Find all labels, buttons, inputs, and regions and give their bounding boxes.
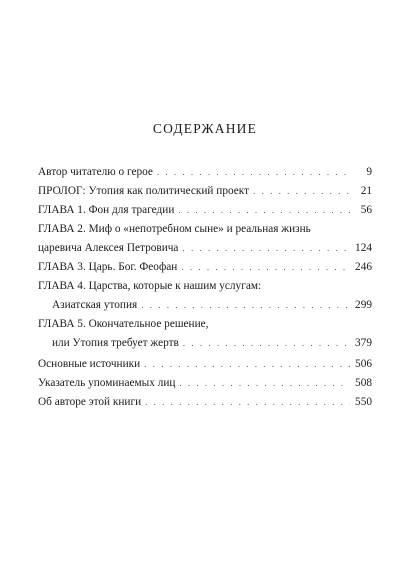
toc-entry-title-continued: или Утопия требует жертв xyxy=(52,337,179,349)
toc-back-matter-list xyxy=(38,355,372,412)
dot-leader xyxy=(182,239,350,258)
toc-entry-title: ГЛАВА 2. Миф о «непотребном сыне» и реальная жизнь xyxy=(38,223,311,235)
toc-entry xyxy=(38,163,372,182)
toc-page-number: 246 xyxy=(355,261,372,273)
toc-entry xyxy=(38,315,372,353)
toc-entry-title-continued: царевича Алексея Петровича xyxy=(38,242,179,254)
toc-entry xyxy=(38,258,372,277)
toc-page-number: 21 xyxy=(360,185,372,197)
toc-entry-title: ПРОЛОГ: Утопия как политический проект xyxy=(38,185,250,197)
toc-page-number: 379 xyxy=(355,337,372,349)
toc-page-number: 506 xyxy=(355,358,372,370)
dot-leader xyxy=(179,374,350,393)
toc-entry-title-continued: Азиатская утопия xyxy=(52,299,138,311)
toc-entry-title: Указатель упоминаемых лиц xyxy=(38,377,176,389)
dot-leader xyxy=(253,182,350,201)
dot-leader xyxy=(157,163,350,182)
toc-page-number: 56 xyxy=(360,204,372,216)
page-title: СОДЕРЖАНИЕ xyxy=(152,121,258,136)
toc-entry-title: Об авторе этой книги xyxy=(38,396,142,408)
toc-entry xyxy=(38,393,372,412)
toc-entry xyxy=(38,355,372,374)
toc-entry-title: ГЛАВА 5. Окончательное решение, xyxy=(38,318,209,330)
toc-main-list xyxy=(38,163,372,353)
toc-entry xyxy=(38,277,372,315)
toc-page-number: 550 xyxy=(355,396,372,408)
dot-leader xyxy=(183,334,350,353)
toc-entry-title: Основные источники xyxy=(38,358,141,370)
toc-entry xyxy=(38,220,372,258)
dot-leader xyxy=(181,258,350,277)
dot-leader xyxy=(145,393,350,412)
toc-entry-title: ГЛАВА 4. Царства, которые к нашим услугам: xyxy=(38,280,262,292)
toc-page-number: 9 xyxy=(366,166,372,178)
toc-entry-title: Автор читателю о герое xyxy=(38,166,153,178)
dot-leader xyxy=(141,296,350,315)
toc-page-number: 124 xyxy=(355,242,372,254)
toc-page-number: 508 xyxy=(355,377,372,389)
dot-leader xyxy=(178,201,350,220)
toc-entry-title: ГЛАВА 1. Фон для трагедии xyxy=(38,204,175,216)
toc-entry xyxy=(38,201,372,220)
toc-entry xyxy=(38,182,372,201)
toc-entry xyxy=(38,374,372,393)
dot-leader xyxy=(144,355,350,374)
toc-entry-title: ГЛАВА 3. Царь. Бог. Феофан xyxy=(38,261,178,273)
toc-page-number: 299 xyxy=(355,299,372,311)
